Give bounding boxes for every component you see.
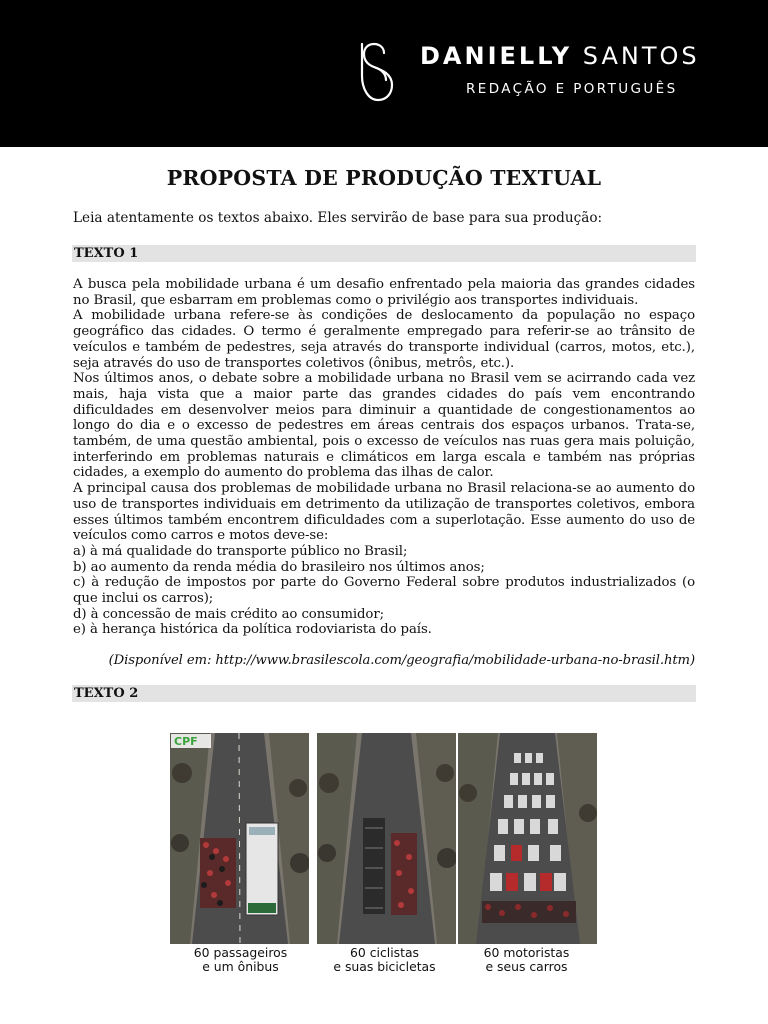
caption-line: e suas bicicletas [333,959,436,974]
mobility-comparison-photo [170,733,597,976]
page-header [0,0,768,147]
brand-name [420,42,700,70]
list-item: a) à má qualidade do transporte público no Brasil; [73,543,408,559]
caption-line: e um ônibus [202,959,279,974]
photo-caption-cars [456,946,597,974]
paragraph: Nos últimos anos, o debate sobre a mobilidade urbana no Brasil vem se acirrando cada vez mais, haja vista que a maior parte das grandes cidades do país vem encontrando dificuldades em desenvolver meios para diminuir a quantidade de congestionamentos ao longo do dia e o excesso de pedestres em áreas centrais dos espaços urbanos. Trata-se, também, de uma questão ambiental, pois o excesso de veículos nas ruas gera mais poluição, interferindo em problemas naturais e climáticos em larga escala e também nas próprias cidades, a exemplo do aumento do problema das ilhas de calor. [73,371,695,481]
photo-panel-bus [170,733,309,944]
list-item: c) à redução de impostos por parte do Governo Federal sobre produtos industrializados (o que inclui os carros); [73,575,695,607]
list-item: b) ao aumento da renda média do brasileiro nos últimos anos; [73,559,485,575]
paragraph: A mobilidade urbana refere-se às condições de deslocamento da população no espaço geográfico das cidades. O termo é geralmente empregado para referir-se ao trânsito de veículos e também de pedestres, seja através do transporte individual (carros, motos, etc.), seja através do uso de transportes coletivos (ônibus, metrôs, etc.). [73,308,695,371]
paragraph: A busca pela mobilidade urbana é um desafio enfrentado pela maioria das grandes cidades no Brasil, que esbarram em problemas como o privilégio aos transportes individuais. [73,277,695,308]
caption-line: 60 motoristas [483,945,570,960]
brand-subtitle: REDAÇÃO E PORTUGUÊS [466,81,678,97]
page-title: PROPOSTA DE PRODUÇÃO TEXTUAL [166,166,602,190]
texto-1-body [73,277,695,638]
list-item: d) à concessão de mais crédito ao consumidor; [73,606,384,622]
intro-text: Leia atentamente os textos abaixo. Eles servirão de base para sua produção: [73,210,603,226]
brand-first-name: DANIELLY [420,42,573,70]
section-label-texto-1: TEXTO 1 [72,245,696,262]
caption-line: e seus carros [485,959,568,974]
caption-line: 60 passageiros [193,945,288,960]
caption-line: 60 ciclistas [349,945,420,960]
brand-last-name: SANTOS [582,42,700,70]
photo-logo: CPF [174,735,198,748]
source-citation: (Disponível em: http://www.brasilescola.com/geografia/mobilidade-urbana-no-brasil.htm) [108,653,695,668]
brand-logo-icon [356,40,396,106]
list-item: e) à herança histórica da política rodoviarista do país. [73,622,432,638]
section-label-texto-2: TEXTO 2 [72,685,696,702]
photo-caption-bus [170,946,311,974]
photo-panel-bicycles [317,733,456,944]
photo-caption-bicycles [314,946,455,974]
photo-panel-cars [458,733,597,944]
paragraph: A principal causa dos problemas de mobilidade urbana no Brasil relaciona-se ao aumento do uso de transportes individuais em detrimento da utilização de transportes coletivos, embora esses últimos também encontrem dificuldades com a superlotação. Esse aumento do uso de veículos como carros e motos deve-se: [73,481,695,544]
